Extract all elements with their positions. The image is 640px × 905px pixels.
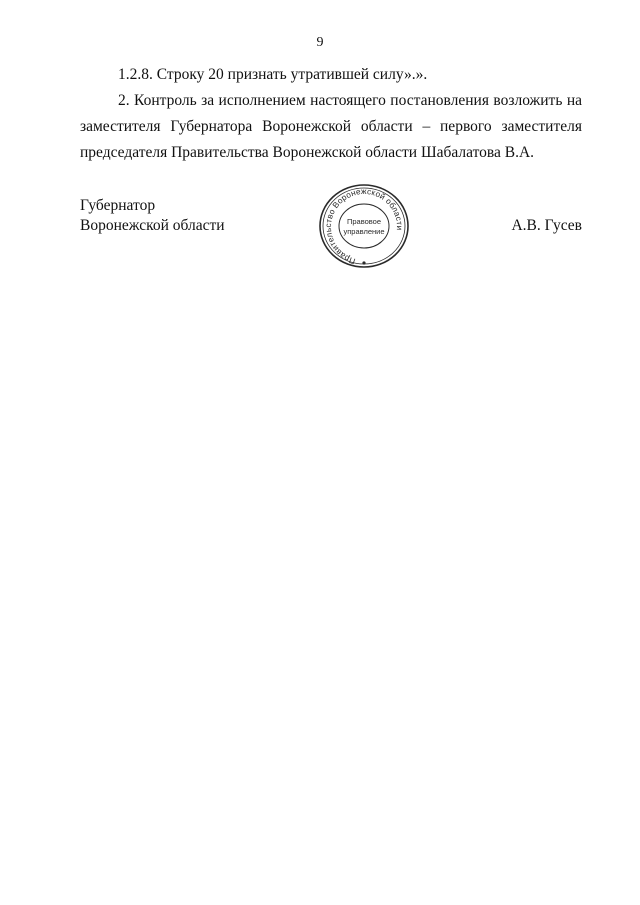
page-number: 9 <box>316 35 324 50</box>
signatory-position <box>80 196 225 236</box>
signatory-position-line-2: Воронежской области <box>80 217 225 234</box>
stamp-outer-text: Правительство Воронежской области <box>323 186 405 266</box>
stamp-star-mark <box>362 261 365 264</box>
paragraph-1-2-8: 1.2.8. Строку 20 признать утратившей силу».». <box>118 66 428 83</box>
stamp-inner-line-2: управление <box>343 227 385 236</box>
stamp-inner-line-1: Правовое <box>346 217 382 226</box>
official-seal-stamp <box>317 182 411 270</box>
signatory-name: А.В. Гусев <box>511 217 582 234</box>
paragraph-2: 2. Контроль за исполнением настоящего постановления возложить на заместителя Губернатора Воронежской области – первого заместителя председателя Правительства Воронежской области Шабалатова В.А. <box>80 92 582 161</box>
document-body <box>80 62 582 166</box>
signatory-position-line-1: Губернатор <box>80 197 156 214</box>
